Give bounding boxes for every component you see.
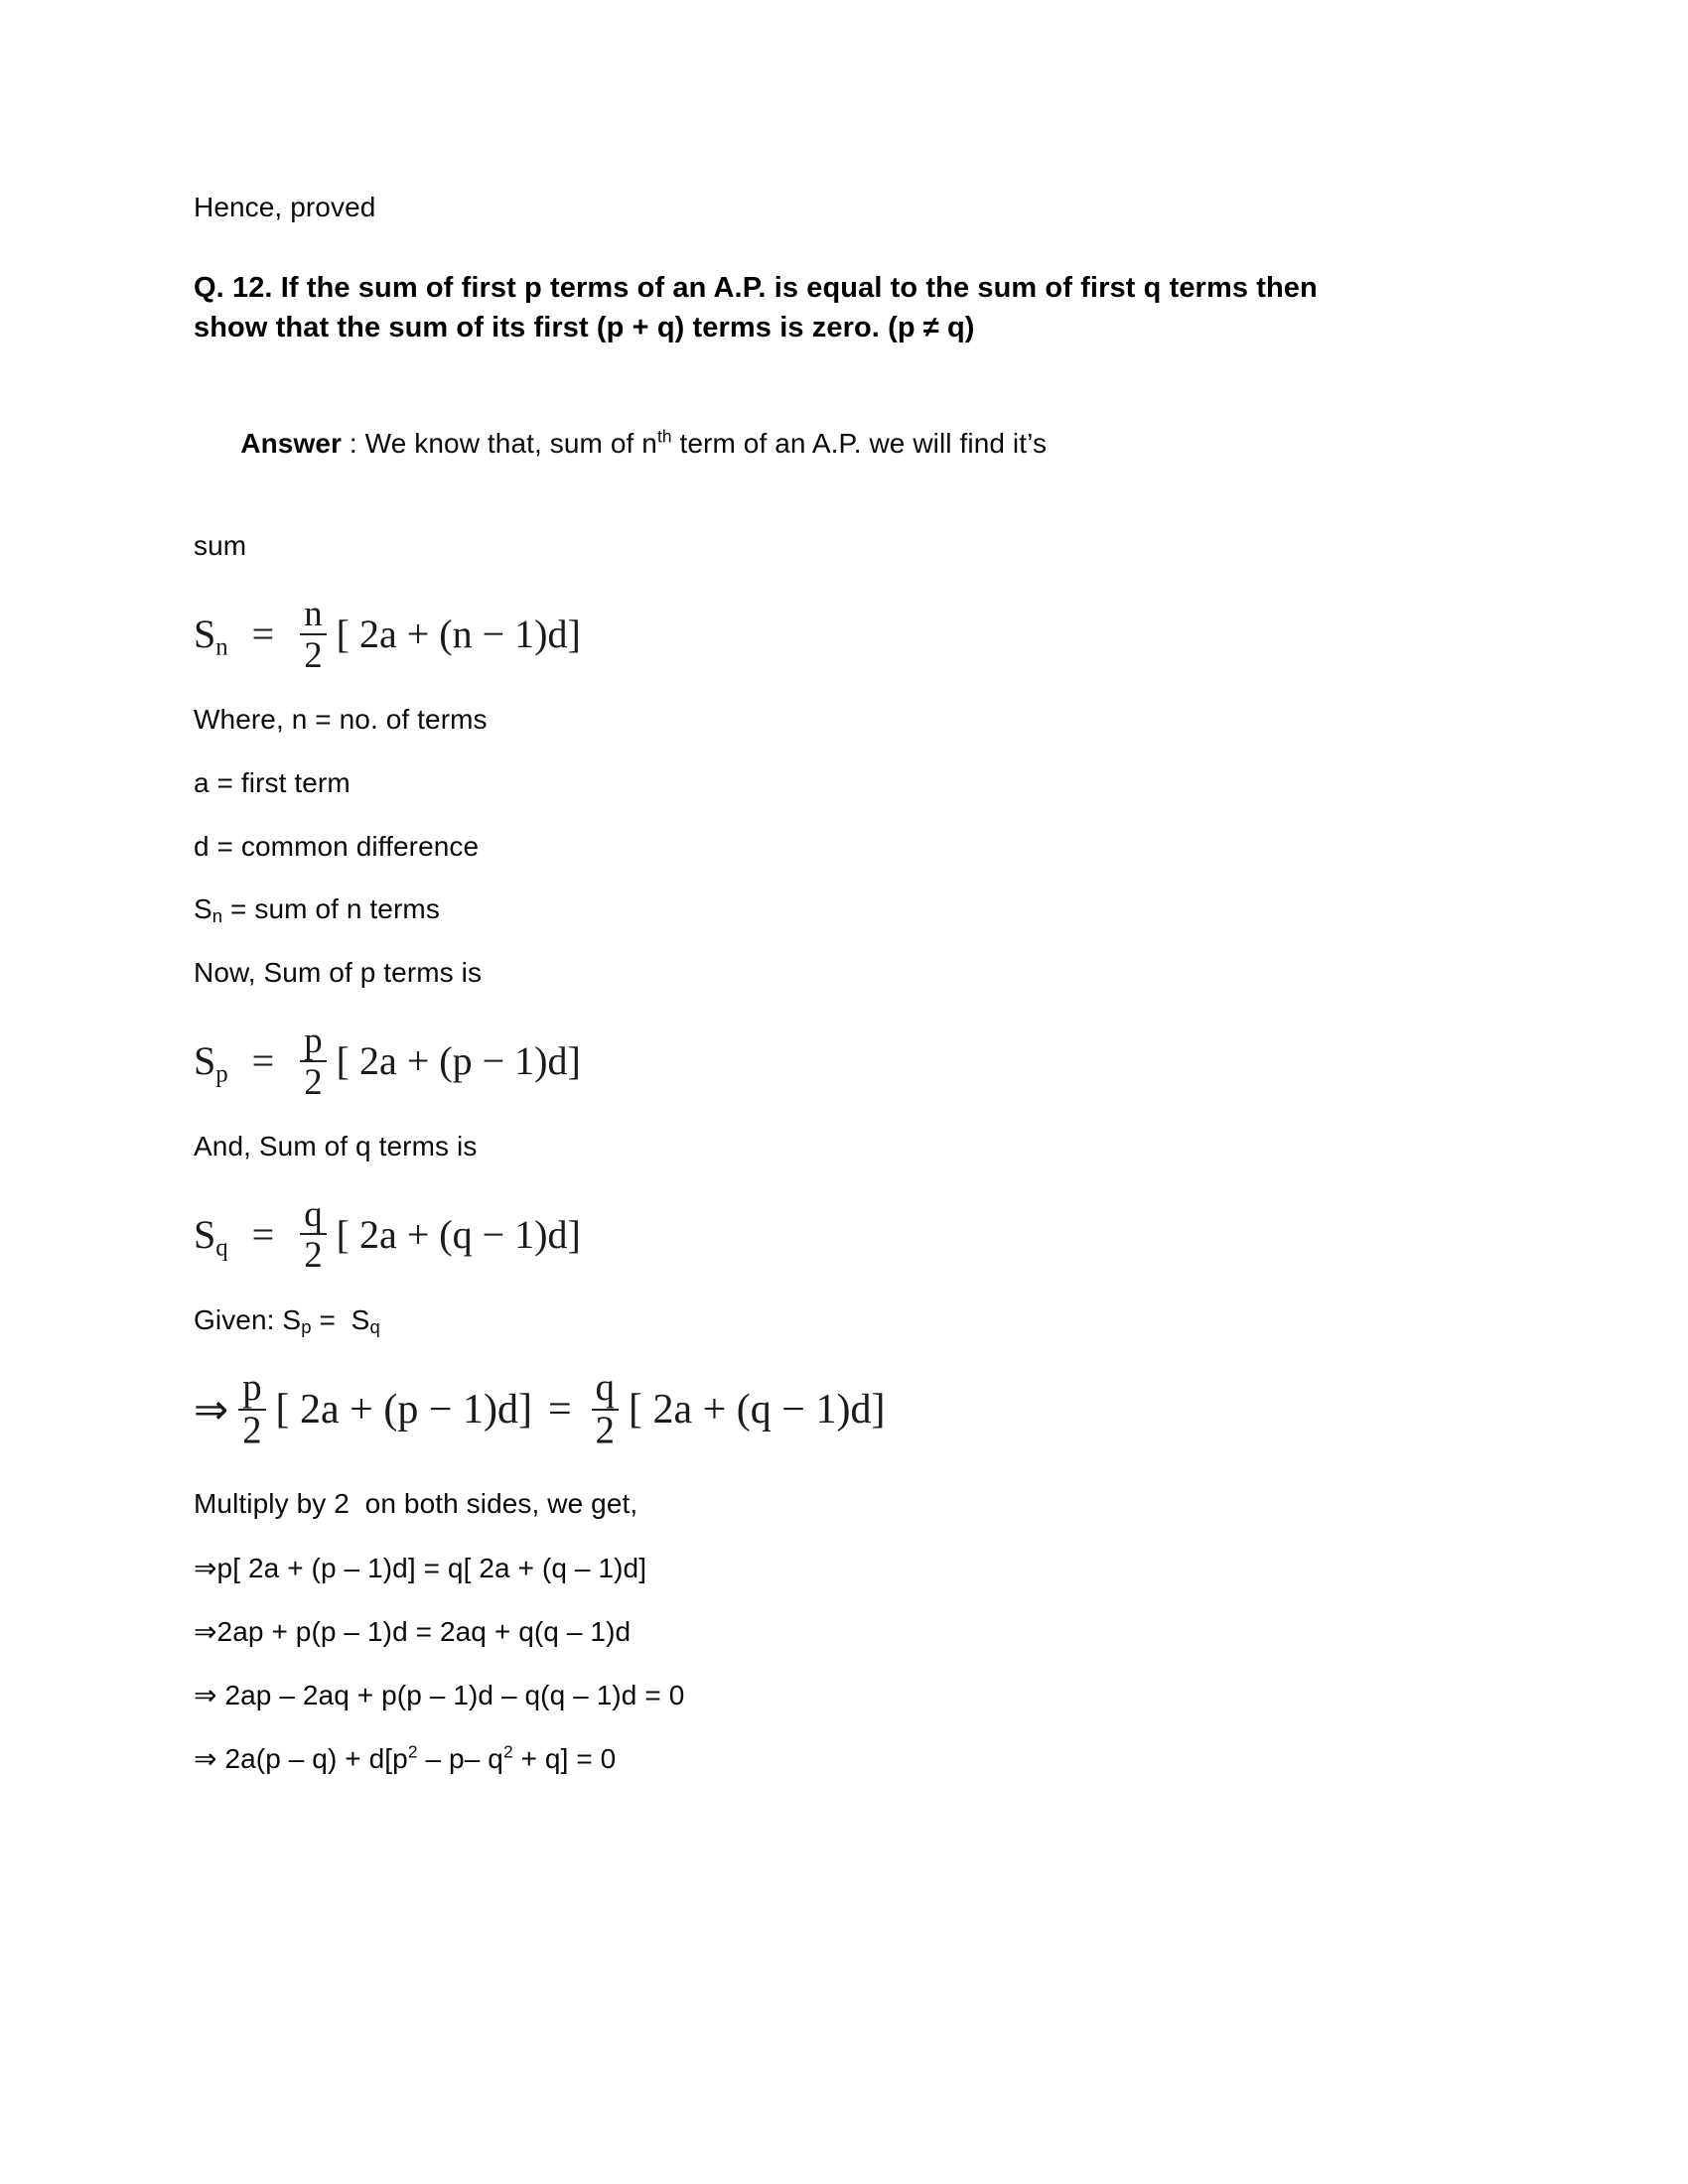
formula-sp [194, 1022, 1494, 1100]
given-subscript-p: p [301, 1316, 312, 1338]
derivation-step-1: ⇒p[ 2a + (p – 1)d] = q[ 2a + (q – 1)d] [194, 1553, 647, 1584]
sn-definition-line [194, 890, 1494, 928]
formula-sn-lhs [194, 611, 228, 661]
equation-right-fraction [592, 1366, 619, 1452]
multiply-instruction: Multiply by 2 on both sides, we get, [194, 1487, 638, 1519]
equation-left-denominator: 2 [242, 1410, 262, 1452]
derivation-step-2: ⇒2ap + p(p – 1)d = 2aq + q(q – 1)d [194, 1616, 632, 1648]
p-squared-superscript: 2 [407, 1741, 418, 1762]
now-sum-p-line: Now, Sum of p terms is [194, 957, 483, 989]
formula-main-equation [194, 1366, 1494, 1452]
final-step-part-2: – p– q [417, 1742, 503, 1774]
where-line-d: d = common difference [194, 830, 480, 862]
answer-text-before-superscript: We know that, sum of n [364, 427, 657, 459]
equation-left-bracket: [ 2a + (p − 1)d] [275, 1387, 532, 1433]
answer-intro [194, 387, 1494, 499]
formula-sn-base: S [194, 612, 216, 657]
sn-definition-subscript: n [211, 905, 223, 927]
formula-sp-numerator: p [304, 1020, 323, 1061]
implication-arrow-icon: ⇒ [194, 1388, 229, 1434]
formula-sq-subscript: q [215, 1234, 228, 1262]
answer-separator: : [342, 427, 365, 459]
formula-sn [194, 595, 1494, 673]
question-line-1: Q. 12. If the sum of first p terms of an A.P. is equal to the sum of first q terms then [194, 271, 1318, 304]
question-line-2: show that the sum of its first (p + q) terms is zero. (p ≠ q) [194, 311, 975, 343]
q-squared-superscript: 2 [502, 1741, 513, 1762]
question-heading [194, 268, 1475, 347]
equation-right-denominator: 2 [595, 1410, 615, 1452]
formula-sq-numerator: q [304, 1192, 323, 1234]
formula-sn-bracket: [ 2a + (n − 1)d] [336, 612, 581, 657]
formula-sp-base: S [194, 1038, 216, 1084]
formula-sp-lhs [194, 1037, 228, 1088]
final-step-part-3: + q] = 0 [512, 1742, 617, 1774]
formula-sq-base: S [194, 1211, 216, 1257]
formula-sp-denominator: 2 [304, 1060, 323, 1102]
formula-sq-lhs [194, 1211, 228, 1262]
given-prefix: Given: S [194, 1303, 302, 1335]
given-line [194, 1301, 1494, 1339]
formula-sp-fraction [300, 1022, 326, 1100]
equation-right-numerator: q [595, 1366, 615, 1409]
formula-sq-equals: = [251, 1211, 275, 1257]
hence-proved-text: Hence, proved [194, 192, 376, 222]
formula-sn-denominator: 2 [304, 633, 323, 675]
equation-left-fraction [238, 1366, 265, 1452]
answer-text-after-superscript: term of an A.P. we will find it’s [671, 427, 1048, 459]
formula-sn-numerator: n [304, 593, 323, 634]
formula-sq-denominator: 2 [304, 1234, 323, 1276]
given-middle: = S [311, 1303, 370, 1335]
formula-sp-subscript: p [215, 1060, 228, 1088]
sn-definition-rest: = sum of n terms [222, 893, 440, 925]
equation-left-numerator: p [242, 1366, 262, 1409]
answer-label: Answer [240, 427, 343, 459]
answer-continuation: sum [194, 530, 247, 562]
formula-sq-fraction [300, 1192, 326, 1276]
given-subscript-q: q [369, 1316, 380, 1338]
where-line-n: Where, n = no. of terms [194, 704, 488, 736]
derivation-step-4 [194, 1740, 1494, 1778]
sn-definition-base: S [194, 893, 212, 925]
formula-sq [194, 1192, 1494, 1276]
where-line-a: a = first term [194, 766, 351, 798]
ordinal-superscript: th [656, 426, 672, 447]
page-content [194, 0, 1494, 1778]
equation-right-bracket: [ 2a + (q − 1)d] [628, 1387, 886, 1433]
formula-sq-bracket: [ 2a + (q − 1)d] [336, 1211, 581, 1257]
formula-sp-bracket: [ 2a + (p − 1)d] [336, 1038, 581, 1084]
formula-sn-subscript: n [215, 633, 228, 661]
formula-sp-equals: = [251, 1038, 275, 1084]
derivation-step-3: ⇒ 2ap – 2aq + p(p – 1)d – q(q – 1)d = 0 [194, 1679, 685, 1710]
final-step-part-1: ⇒ 2a(p – q) + d[p [194, 1742, 408, 1774]
and-sum-q-line: And, Sum of q terms is [194, 1131, 478, 1162]
formula-sn-equals: = [251, 612, 275, 657]
formula-sn-fraction [300, 595, 326, 673]
equation-equals: = [547, 1387, 572, 1433]
